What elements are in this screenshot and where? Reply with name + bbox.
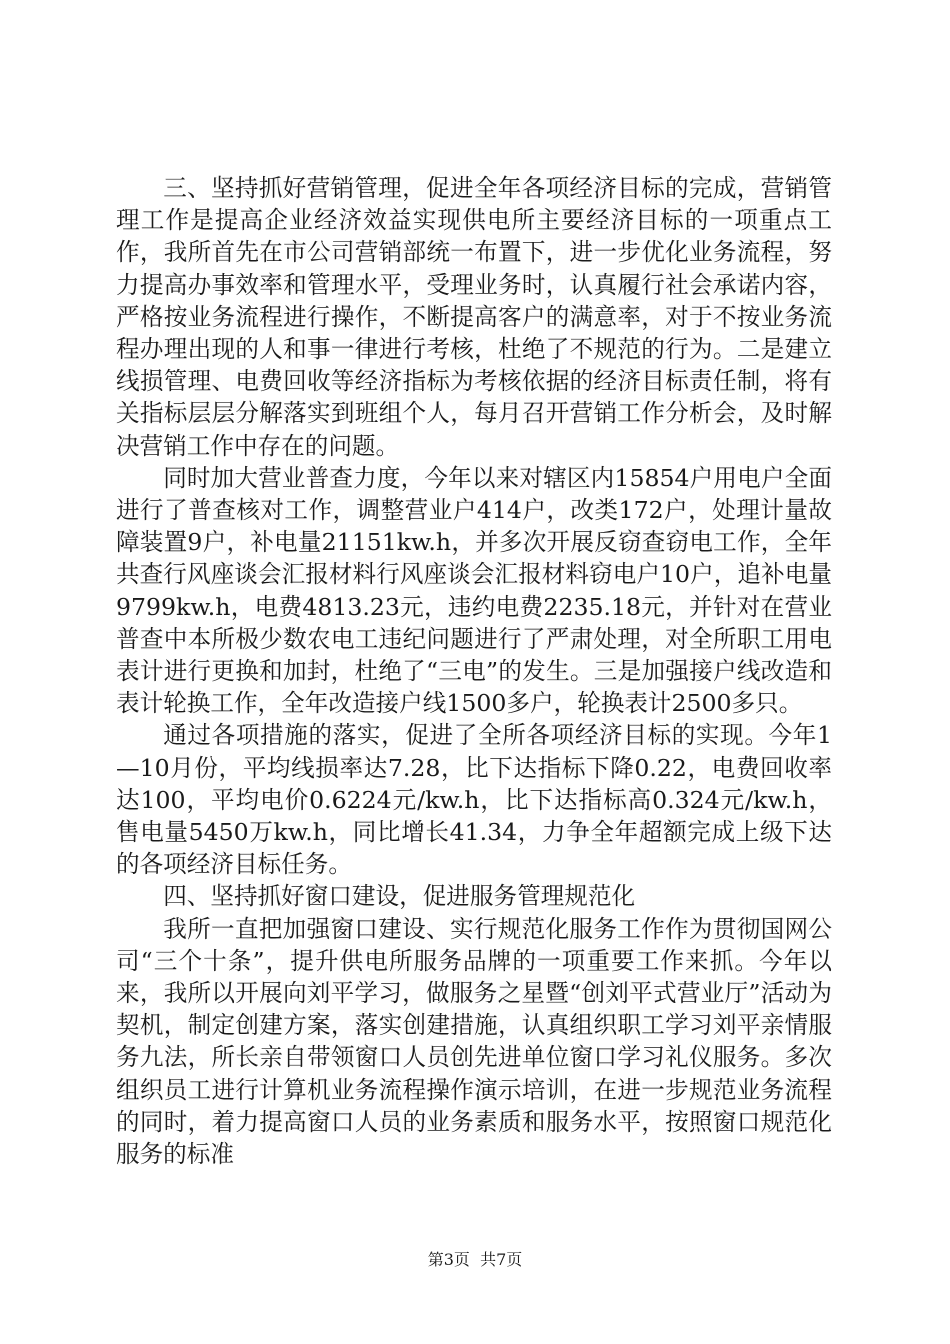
document-body [116, 172, 832, 1170]
paragraph-business-inspection: 同时加大营业普查力度，今年以来对辖区内15854户用电户全面进行了普查核对工作，调整营业户414户，改类172户，处理计量故障装置9户，补电量21151kw.h，并多次开展反窃查窃电工作，全年共查行风座谈会汇报材料行风座谈会汇报材料窃电户10户，追补电量9799kw.h，电费4813.23元，违约电费2235.18元，并针对在营业普查中本所极少数农电工违纪问题进行了严肃处理，对全所职工用电表计进行更换和加封，杜绝了“三电”的发生。三是加强接户线改造和表计轮换工作，全年改造接户线1500多户，轮换表计2500多只。 [116, 463, 832, 718]
paragraph-marketing-management: 三、坚持抓好营销管理，促进全年各项经济目标的完成，营销管理工作是提高企业经济效益实现供电所主要经济目标的一项重点工作，我所首先在市公司营销部统一布置下，进一步优化业务流程，努力提高办事效率和管理水平，受理业务时，认真履行社会承诺内容，严格按业务流程进行操作，不断提高客户的满意率，对于不按业务流程办理出现的人和事一律进行考核，杜绝了不规范的行为。二是建立线损管理、电费回收等经济指标为考核依据的经济目标责任制，将有关指标层层分解落实到班组个人，每月召开营销工作分析会，及时解决营销工作中存在的问题。 [116, 174, 832, 460]
paragraph-window-service: 我所一直把加强窗口建设、实行规范化服务工作作为贯彻国网公司“三个十条”，提升供电所服务品牌的一项重要工作来抓。今年以来，我所以开展向刘平学习，做服务之星暨“创刘平式营业厅”活动为契机，制定创建方案，落实创建措施，认真组织职工学习刘平亲情服务九法，所长亲自带领窗口人员创先进单位窗口学习礼仪服务。多次组织员工进行计算机业务流程操作演示培训，在进一步规范业务流程的同时，着力提高窗口人员的业务素质和服务水平，按照窗口规范化服务的标准 [116, 914, 832, 1169]
page-footer [0, 1247, 950, 1270]
page-number-label: 第3页 共7页 [427, 1250, 523, 1269]
paragraph-economic-results: 通过各项措施的落实，促进了全所各项经济目标的实现。今年1—10月份，平均线损率达7.28，比下达指标下降0.22，电费回收率达100，平均电价0.6224元/kw.h，比下达指标高0.324元/kw.h，售电量5450万kw.h，同比增长41.34，力争全年超额完成上级下达的各项经济目标任务。 [116, 721, 832, 879]
section-heading-window-construction: 四、坚持抓好窗口建设，促进服务管理规范化 [163, 882, 636, 911]
